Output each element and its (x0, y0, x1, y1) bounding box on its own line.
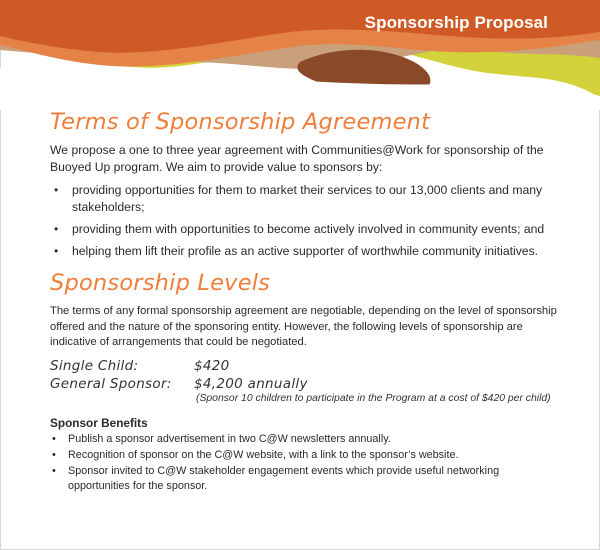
bullet-icon: • (54, 183, 59, 197)
level-price: $4,200 annually (194, 375, 308, 392)
level-price: $420 (194, 357, 230, 374)
levels-intro: The terms of any formal sponsorship agreement are negotiable, depending on the level of sponsorship offered and the nature of the sponsoring entity. However, the following levels of sponsorship are indicative of arrangements that could be negotiated. (50, 305, 557, 348)
level-label: General Sponsor: (50, 375, 172, 392)
benefits-heading: Sponsor Benefits (50, 415, 148, 430)
single-child-level (50, 358, 560, 374)
content (50, 107, 560, 494)
bullet-icon: • (52, 432, 56, 445)
list-item: • providing opportunities for them to market their services to our 13,000 clients and many stakeholders; (54, 183, 543, 214)
terms-intro: We propose a one to three year agreement with Communities@Work for sponsorship of the Buoyed Up program. We aim to provide value to sponsors by: (50, 143, 544, 174)
list-item: • Sponsor invited to C@W stakeholder engagement events which provide useful networking opportunities for the sponsor. (52, 464, 500, 492)
benefits-list (50, 432, 560, 494)
list-item: • providing them with opportunities to become actively involved in community events; and (54, 222, 545, 236)
list-item: • Recognition of sponsor on the C@W website, with a link to the sponsor’s website. (52, 448, 459, 461)
levels-heading: Sponsorship Levels (50, 270, 271, 296)
bullet-icon: • (54, 222, 59, 236)
general-sponsor-level (50, 376, 560, 392)
level-label: Single Child: (50, 357, 139, 374)
list-item: • helping them lift their profile as an active supporter of worthwhile community initiatives. (54, 244, 539, 258)
bullet-icon: • (52, 448, 56, 461)
terms-heading: Terms of Sponsorship Agreement (50, 109, 431, 135)
level-note: (Sponsor 10 children to participate in the Program at a cost of $420 per child) (196, 392, 551, 404)
bullet-icon: • (52, 464, 56, 477)
header-title: Sponsorship Proposal (364, 13, 548, 32)
terms-bullets (50, 182, 560, 260)
list-item: • Publish a sponsor advertisement in two C@W newsletters annually. (52, 432, 391, 445)
bullet-icon: • (54, 244, 59, 258)
